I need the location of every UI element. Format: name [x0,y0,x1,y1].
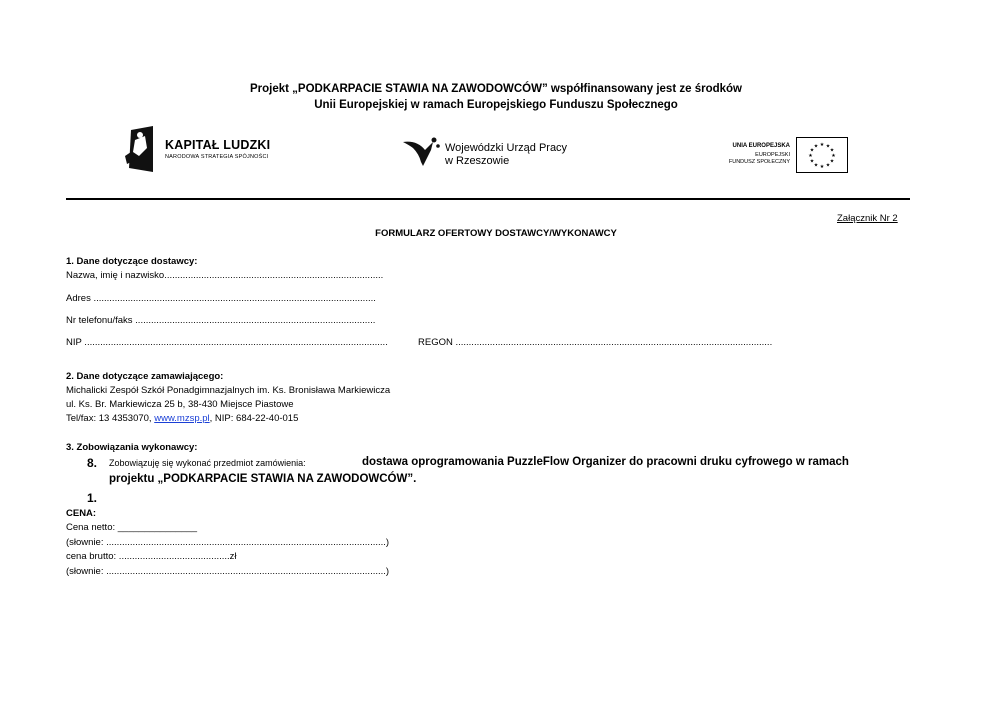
form-title: FORMULARZ OFERTOWY DOSTAWCY/WYKONAWCY [375,228,617,239]
wup-logo [403,136,583,172]
svg-text:★: ★ [819,164,825,170]
supplier-name-field: Nazwa, imię i nazwisko................................................................................... [66,270,384,281]
section-1-heading: 1. Dane dotyczące dostawcy: [66,256,198,267]
obligation-intro: Zobowiązuję się wykonać przedmiot zamówienia: [109,458,306,468]
svg-text:★: ★ [825,162,831,169]
eu-fund-line-2: FUNDUSZ SPOŁECZNY [728,159,790,165]
svg-text:★: ★ [809,147,815,154]
svg-text:★: ★ [809,158,815,165]
attachment-number: Załącznik Nr 2 [837,213,898,224]
buyer-contact [66,413,298,424]
header-divider [66,198,910,200]
project-header-line-1: Projekt „PODKARPACIE STAWIA NA ZAWODOWCÓW” współfinansowany jest ze środków [250,83,742,95]
eu-flag-icon [796,137,848,173]
supplier-regon-field: REGON ........................................................................................................................ [418,337,773,348]
svg-text:★: ★ [829,147,835,154]
supplier-nip-field: NIP ................................................................................................................... [66,337,388,348]
wup-name-line-1: Wojewódzki Urząd Pracy [445,142,568,154]
svg-text:★: ★ [813,143,819,150]
gross-price-words-field: (słownie: ..........................................................................................................) [66,566,390,577]
supplier-address-field: Adres ........................................................................................................... [66,293,376,304]
gross-price-field: cena brutto: ..........................................zł [66,551,237,562]
buyer-contact-nip: , NIP: 684-22-40-015 [209,413,299,424]
kapital-ludzki-title: KAPITAŁ LUDZKI [165,138,271,152]
project-header-line-2: Unii Europejskiej w ramach Europejskiego Funduszu Społecznego [314,99,678,111]
price-heading: CENA: [66,508,97,519]
net-price-words-field: (słownie: ..........................................................................................................) [66,537,390,548]
kapital-ludzki-icon [125,126,159,172]
obligation-subject-line-1: dostawa oprogramowania PuzzleFlow Organizer do pracowni druku cyfrowego w ramach [362,456,849,468]
buyer-address: ul. Ks. Br. Markiewicza 25 b, 38-430 Miejsce Piastowe [66,399,294,410]
section-3-heading: 3. Zobowiązania wykonawcy: [66,442,198,453]
svg-text:★: ★ [825,143,831,150]
svg-text:★: ★ [813,162,819,169]
svg-text:★: ★ [831,153,836,159]
buyer-website-link[interactable]: www.mzsp.pl [154,413,210,424]
wup-bird-icon [403,136,441,170]
kapital-ludzki-subtitle: NARODOWA STRATEGIA SPÓJNOŚCI [165,154,269,160]
section-2-heading: 2. Dane dotyczące zamawiającego: [66,371,224,382]
sub-item-number: 1. [87,491,98,505]
svg-text:★: ★ [808,153,813,159]
eu-title: UNIA EUROPEJSKA [732,143,790,149]
buyer-name: Michalicki Zespół Szkół Ponadgimnazjalnych im. Ks. Bronisława Markiewicza [66,385,391,396]
eu-logo [716,137,850,173]
obligation-subject-line-2: projektu „PODKARPACIE STAWIA NA ZAWODOWCÓW”. [109,473,417,485]
svg-text:★: ★ [819,142,825,148]
supplier-phone-field: Nr telefonu/faks ........................................................................................... [66,315,376,326]
net-price-field: Cena netto: _______________ [66,522,198,533]
svg-text:★: ★ [829,158,835,165]
item-number: 8. [87,456,98,470]
buyer-contact-phone: Tel/fax: 13 4353070, [66,413,155,424]
kapital-ludzki-logo [125,126,285,172]
eu-fund-line-1: EUROPEJSKI [755,152,790,158]
wup-name-line-2: w Rzeszowie [445,155,510,167]
